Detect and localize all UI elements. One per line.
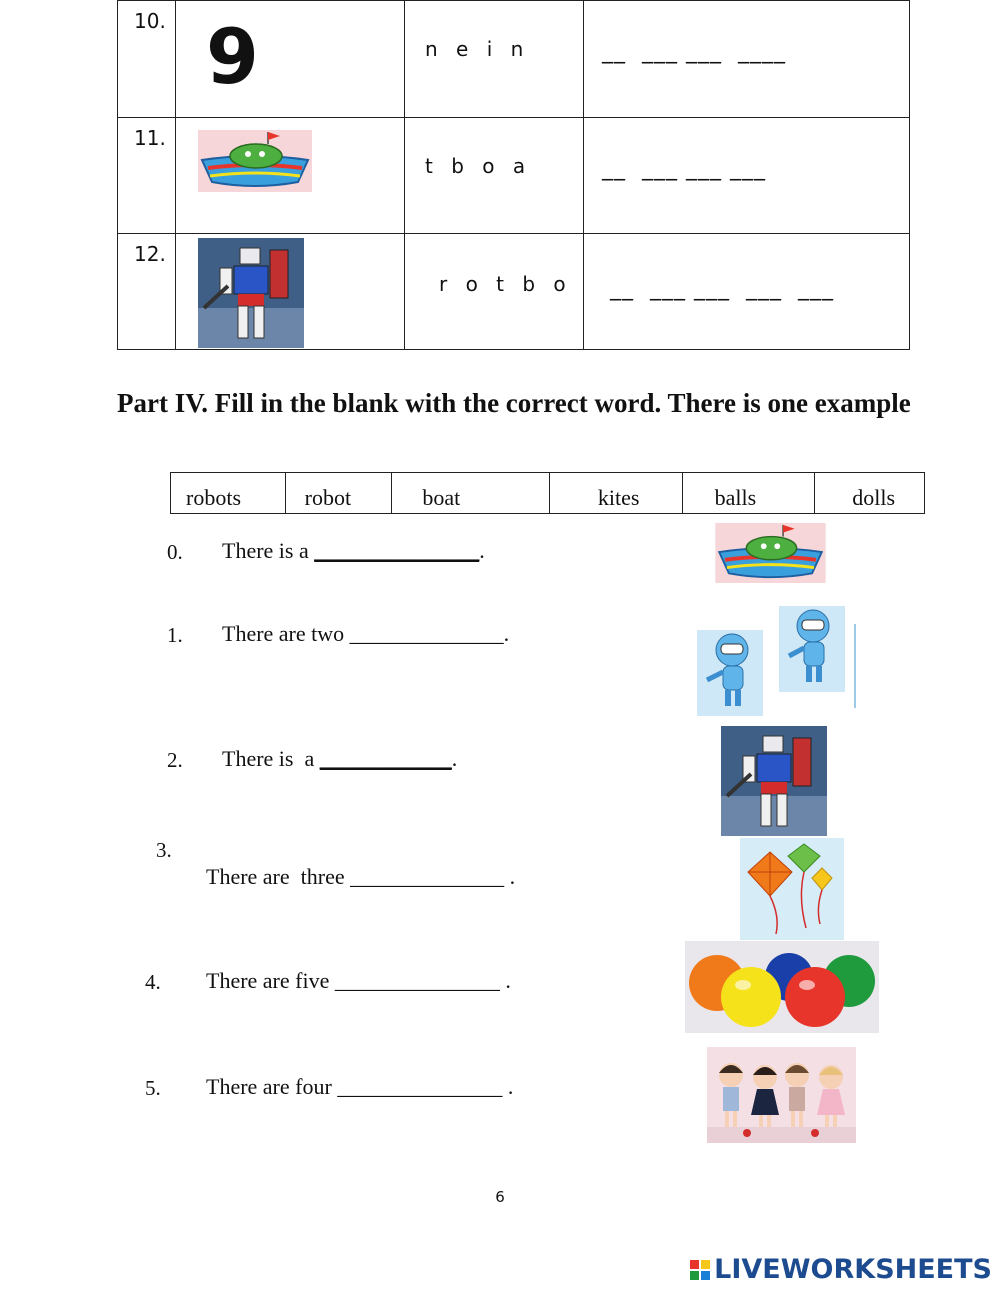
word-bank-item: dolls [852,485,896,510]
unscramble-table [117,0,910,350]
dolls-picture [707,1047,856,1143]
robot-icon [198,238,304,348]
sentence-end: . [451,746,458,771]
word-bank [170,472,925,514]
answer-blank[interactable]: ______________ [350,864,505,889]
answer-blank[interactable]: ____________ [319,746,452,771]
answer-blank[interactable]: _______________ [337,1074,503,1099]
word-bank-item: balls [683,473,816,513]
answer-blank[interactable]: _______________ [334,968,500,993]
sentence-number: 2. [167,748,183,772]
sentence-end: . [479,538,485,563]
sentence-end: . [499,968,511,993]
sentence-line [206,864,515,890]
row-number: 11. [134,126,166,150]
sentence-number: 4. [145,970,161,994]
table-row [118,234,910,350]
sentence-line [222,621,509,647]
robot-picture [721,726,827,836]
answer-blank[interactable]: _______________ [314,538,480,563]
brand-name: LIVEWORKSHEETS [714,1254,992,1285]
word-bank-item: robot [286,473,393,513]
answer-blank[interactable]: __ ___ ___ ____ [602,39,786,64]
sentence-end: . [502,1074,514,1099]
brand-logo [690,1254,992,1285]
row-number: 10. [134,9,166,33]
sentence-text: There are two [222,621,350,646]
number-nine-picture: 9 [206,12,259,101]
sentence-number: 1. [167,623,183,647]
sentence-text: There is a [222,746,320,771]
sentence-text: There are five [206,968,335,993]
word-bank-item: kites [550,473,683,513]
boat-icon [198,130,312,192]
sentence-line [222,538,485,564]
scrambled-word: n e i n [425,37,530,61]
answer-blank[interactable]: __ ___ ___ ___ ___ [610,276,834,301]
sentence-number: 0. [167,540,183,564]
sentence-text: There is a [222,538,315,563]
sentence-text: There are three [206,864,351,889]
word-bank-item: boat [392,473,550,513]
page-number: 6 [495,1188,505,1206]
sentence-number: 3. [156,838,172,862]
answer-blank[interactable]: ______________ [349,621,504,646]
part-title: Part IV. Fill in the blank with the correct word. There is one example [117,388,911,418]
kites-picture [740,838,844,940]
scrambled-word: r o t b o [439,272,572,296]
row-number: 12. [134,242,166,266]
sentence-end: . [503,621,510,646]
sentence-line [206,1074,513,1100]
sentence-end: . [504,864,516,889]
table-row [118,1,910,118]
sentence-line [222,746,457,772]
boat-picture [713,523,828,583]
balls-picture [685,941,879,1033]
table-row [118,118,910,234]
two-robots-picture [697,606,857,716]
word-bank-item: robots [171,473,286,513]
brand-icon [690,1260,710,1280]
scrambled-word: t b o a [425,154,532,178]
sentence-text: There are four [206,1074,338,1099]
sentence-line [206,968,511,994]
sentence-number: 5. [145,1076,161,1100]
answer-blank[interactable]: __ ___ ___ ___ [602,156,766,181]
